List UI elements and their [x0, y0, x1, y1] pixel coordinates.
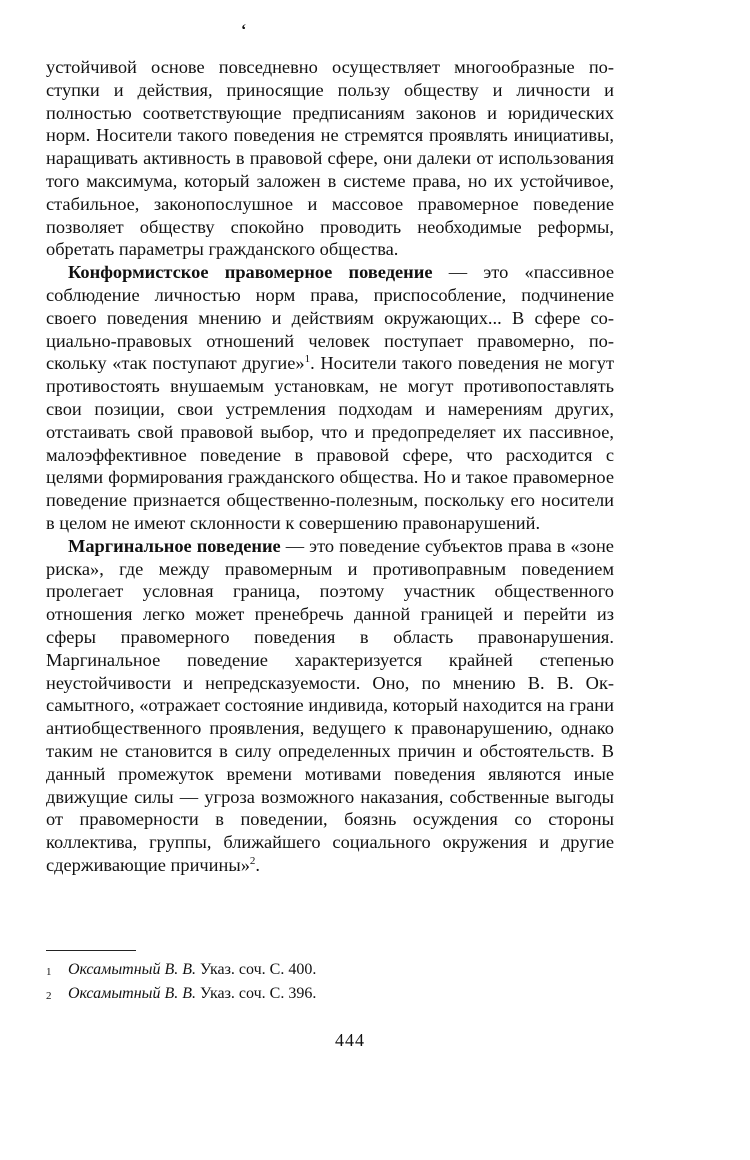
main-text	[46, 56, 614, 877]
paragraph-3-text-after: .	[255, 854, 261, 875]
footnote-divider	[46, 950, 136, 951]
footnote-mark: 2	[46, 990, 52, 1002]
paragraph-2-text: — это «пассивное соблюдение личностью норм права, приспособление, подчинение своего поведения мнению и действиям окружающих... В сфере социально-правовых отношений человек поступает правомерно, поскольку «так поступают другие»	[46, 262, 614, 374]
term-marginal-behavior: Маргинальное поведение	[68, 535, 281, 556]
footnote-reference: Указ. соч. С. 400.	[196, 961, 317, 978]
footnote-reference: Указ. соч. С. 396.	[196, 985, 317, 1002]
paragraph-3-text: — это поведение субъектов права в «зоне риска», где между правомерным и противоправным поведением пролегает условная граница, поэтому участник общественного отношения легко может пренебречь данной границей и перейти из сферы правомерного поведения в область правонарушения. Маргинальное поведение характеризуется крайней степенью неустойчивости и непредсказуемости. Оно, по мнению В. В. Оксамытного, «отражает состояние индивида, который находится на грани антиобщественного проявления, ведущего к правонарушению, однако таким не становится в силу определенных причин и обстоятельств. В данный промежуток времени мотивами поведения являются иные движущие силы — угроза возможного наказания, собственные выгоды от правомерности в поведении, боязнь осуждения со стороны коллектива, группы, ближайшего социального окружения и другие сдерживающие причины»	[46, 535, 614, 875]
page-number: 444	[335, 1030, 365, 1050]
footnote-1	[46, 958, 606, 982]
footnote-ref-1: 1	[304, 353, 311, 366]
footnote-2	[46, 982, 606, 1006]
footnote-mark: 1	[46, 966, 52, 978]
paragraph-1	[46, 56, 614, 261]
paragraph-2	[46, 261, 614, 535]
paragraph-2-text-after: . Носители такого поведения не могут противостоять внушаемым установкам, не могут противопоставлять свои позиции, свои устремления подходам и намерениям других, отстаивать свой правовой выбор, что и предопределяет их пассивное, малоэффективное поведение в правовой сфере, что расходится с целями формирования гражданского общества. Но и такое правомерное поведение признается общественно-полезным, поскольку его носители в целом не имеют склонности к совершению правонарушений.	[46, 353, 615, 533]
footnote-ref-2: 2	[249, 854, 256, 867]
term-conformist-behavior: Конформистское правомерное поведение	[68, 262, 433, 283]
top-mark: ‘	[241, 22, 247, 39]
footnote-author: Оксамытный В. В.	[68, 961, 197, 978]
paragraph-3	[46, 535, 614, 877]
footnote-author: Оксамытный В. В.	[68, 985, 197, 1002]
paragraph-1-text: устойчивой основе повседневно осуществляет многообразные поступки и действия, приносящие пользу обществу и личности и полностью соответствующие предписаниям законов и юридических норм. Носители такого поведения не стремятся проявлять инициативы, наращивать активность в правовой сфере, они далеки от использования того максимума, который заложен в системе права, но их устойчивое, стабильное, законопослушное и массовое правомерное поведение позволяет обществу спокойно проводить необходимые реформы, обретать параметры гражданского общества.	[46, 57, 614, 260]
footnotes	[46, 958, 606, 1006]
